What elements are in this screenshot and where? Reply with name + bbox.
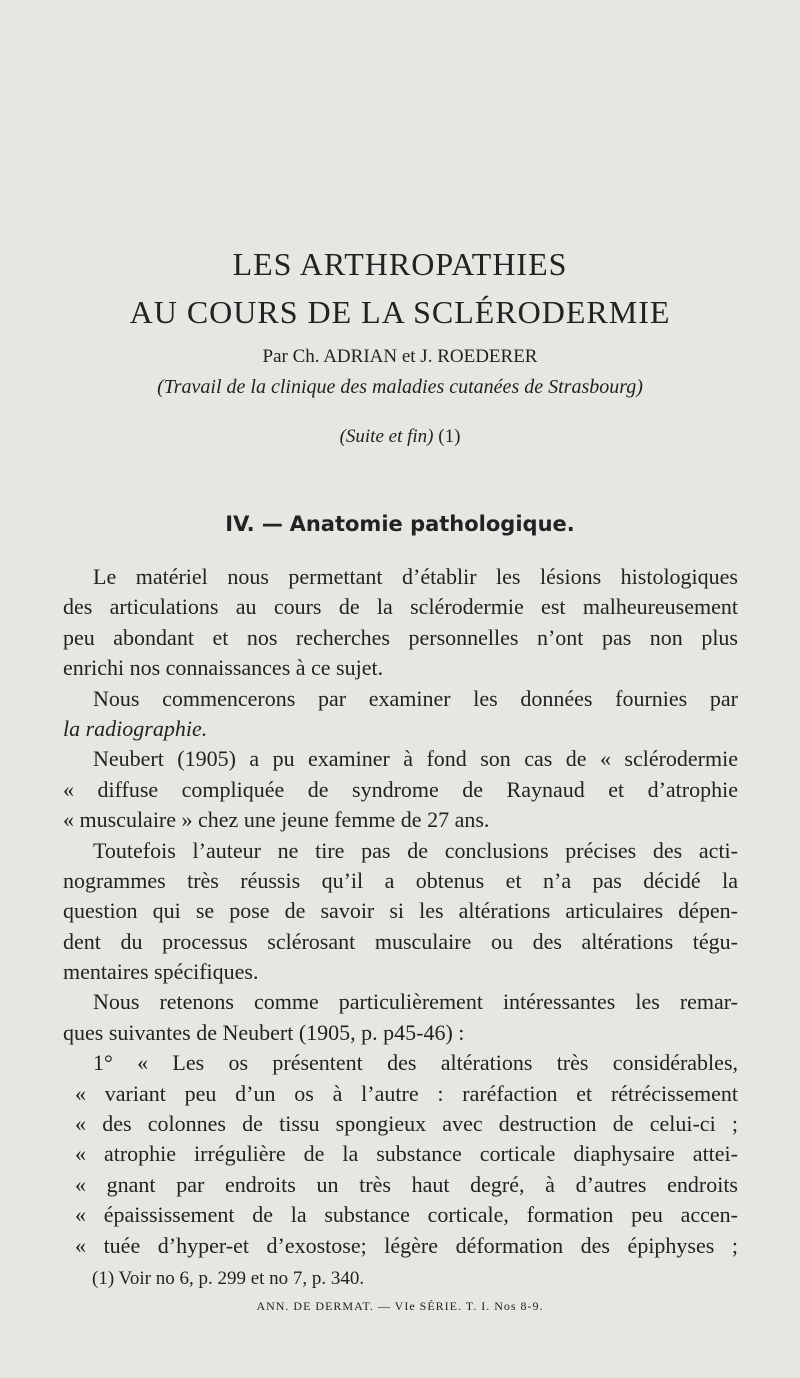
text-line: ques suivantes de Neubert (1905, p. p45-46) : [63, 1019, 465, 1045]
section-heading [0, 510, 800, 538]
quote-line: « des colonnes de tissu spongieux avec destruction de celui-ci ; [75, 1111, 738, 1137]
quote-line: « gnant par endroits un très haut degré, à d’autres endroits [75, 1171, 738, 1197]
quote-line: « tuée d’hyper-et d’exostose; légère déformation des épiphyses ; [75, 1232, 738, 1258]
text-line: Nous commencerons par examiner les données fournies par [93, 685, 738, 711]
text-line: peu abondant et nos recherches personnelles n’ont pas non plus [63, 624, 738, 650]
quote-line: « épaississement de la substance corticale, formation peu accen- [75, 1202, 738, 1228]
text-line: mentaires spécifiques. [63, 959, 259, 985]
suite-label: (Suite et fin) [339, 426, 434, 447]
text-line: « diffuse compliquée de syndrome de Raynaud et d’atrophie [63, 776, 738, 802]
running-footer: ANN. DE DERMAT. — VIe SÉRIE. T. I. Nos 8-9. [256, 1299, 544, 1313]
section-title: Anatomie pathologique. [289, 512, 575, 536]
institution-note: (Travail de la clinique des maladies cutanées de Strasbourg) [157, 376, 643, 398]
text-line: Neubert (1905) a pu examiner à fond son cas de « sclérodermie [93, 746, 738, 772]
title-line-1: LES ARTHROPATHIES [232, 246, 568, 282]
quote-line: « variant peu d’un os à l’autre : raréfaction et rétrécissement [75, 1080, 738, 1106]
author-byline: Par Ch. ADRIAN et J. ROEDERER [262, 346, 538, 367]
body-text [63, 562, 738, 1261]
text-line: « musculaire » chez une jeune femme de 27 ans. [63, 807, 490, 833]
quote-line: « atrophie irrégulière de la substance corticale diaphysaire attei- [75, 1141, 738, 1167]
continuation-note [0, 424, 800, 450]
text-line: Toutefois l’auteur ne tire pas de conclusions précises des acti- [93, 837, 738, 863]
text-line: la radiographie. [63, 715, 208, 741]
text-line: question qui se pose de savoir si les altérations articulaires dépen- [63, 898, 738, 924]
footnote: (1) Voir no 6, p. 299 et no 7, p. 340. [92, 1268, 365, 1289]
text-line: des articulations au cours de la sclérodermie est malheureusement [63, 594, 738, 620]
text-line: Le matériel nous permettant d’établir les lésions histologiques [93, 564, 738, 589]
title-line-2: AU COURS DE LA SCLÉRODERMIE [129, 294, 671, 330]
text-line: Nous retenons comme particulièrement intéressantes les remar- [93, 989, 738, 1015]
text-line: dent du processus sclérosant musculaire ou des altérations tégu- [63, 928, 738, 954]
footnote-ref: (1) [438, 426, 461, 447]
section-number: IV. — [225, 512, 283, 536]
text-line: enrichi nos connaissances à ce sujet. [63, 655, 384, 681]
text-line: nogrammes très réussis qu’il a obtenus et n’a pas décidé la [63, 867, 738, 893]
quote-line: 1° « Les os présentent des altérations très considérables, [93, 1050, 738, 1076]
